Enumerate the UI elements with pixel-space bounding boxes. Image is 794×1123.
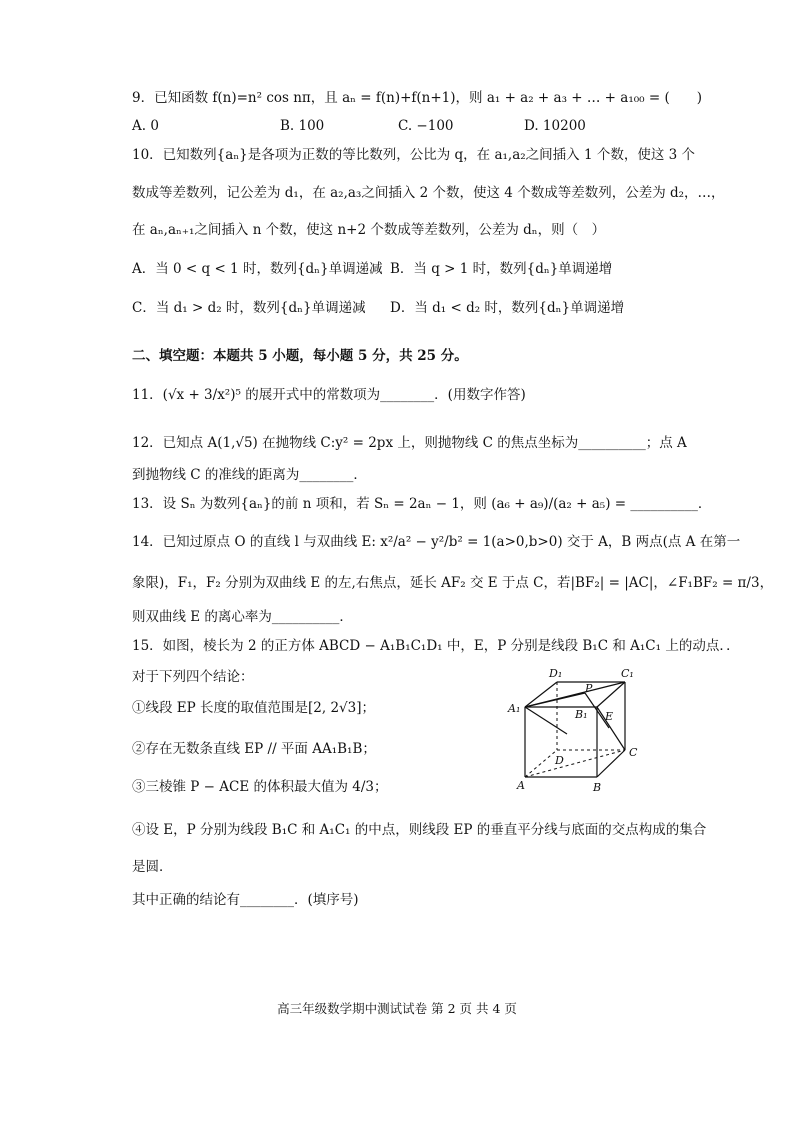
q15-conclusion-4-line2: 是圆． bbox=[132, 859, 173, 875]
page-footer: 高三年级数学期中测试试卷 第 2 页 共 4 页 bbox=[277, 1001, 517, 1016]
q15-conclusion-2: ②存在无数条直线 EP // 平面 AA₁B₁B； bbox=[132, 741, 376, 757]
q15-conclusion-3: ③三棱锥 P − ACE 的体积最大值为 4/3； bbox=[132, 779, 388, 795]
q14-stem-line3: 则双曲线 E 的离心率为__________． bbox=[132, 609, 353, 625]
q10-stem-line1: 10．已知数列{aₙ}是各项为正数的等比数列，公比为 q，在 a₁,a₂之间插入 1 个数，使这 3 个 bbox=[132, 147, 696, 163]
q11-stem: 11．(√x + 3/x²)⁵ 的展开式中的常数项为________．(用数字作答) bbox=[132, 387, 526, 403]
q14-stem-line1: 14．已知过原点 O 的直线 l 与双曲线 E: x²/a² − y²/b² = 1(a>0,b>0) 交于 A，B 两点(点 A 在第一 bbox=[132, 534, 741, 550]
label-b: B bbox=[593, 781, 602, 794]
q15-stem-line1: 15．如图，棱长为 2 的正方体 ABCD − A₁B₁C₁D₁ 中，E，P 分别是线段 B₁C 和 A₁C₁ 上的动点．． bbox=[132, 638, 740, 654]
label-c1: C₁ bbox=[621, 667, 634, 680]
label-a1: A₁ bbox=[508, 702, 521, 715]
edge-b-c bbox=[597, 750, 625, 777]
q15-conclusion-4-line1: ④设 E，P 分别为线段 B₁C 和 A₁C₁ 的中点，则线段 EP 的垂直平分线与底面的交点构成的集合 bbox=[132, 822, 707, 838]
q15-answer-prompt: 其中正确的结论有________．(填序号) bbox=[132, 892, 359, 908]
label-e: E bbox=[605, 710, 614, 723]
q13-stem: 13．设 Sₙ 为数列{aₙ}的前 n 项和，若 Sₙ = 2aₙ − 1，则 (a₆ + a₉)/(a₂ + a₅) = __________． bbox=[132, 496, 712, 512]
q10-option-a: A．当 0 < q < 1 时，数列{dₙ}单调递减 bbox=[132, 261, 383, 277]
q10-option-d: D．当 d₁ < d₂ 时，数列{dₙ}单调递增 bbox=[390, 300, 625, 316]
label-p: P bbox=[585, 682, 593, 695]
q15-stem-line2: 对于下列四个结论： bbox=[132, 669, 254, 685]
q9-option-d: D. 10200 bbox=[524, 118, 586, 134]
q9-option-b: B. 100 bbox=[280, 118, 325, 134]
q10-stem-line3: 在 aₙ,aₙ₊₁之间插入 n 个数，使这 n+2 个数成等差数列，公差为 dₙ，则（ ） bbox=[132, 222, 606, 238]
q9-stem: 9．已知函数 f(n)=n² cos nπ，且 aₙ = f(n)+f(n+1)，则 a₁ + a₂ + a₃ + … + a₁₀₀ = ( ) bbox=[132, 90, 702, 106]
q10-option-b: B．当 q > 1 时，数列{dₙ}单调递增 bbox=[390, 261, 613, 277]
label-d: D bbox=[555, 754, 564, 767]
q9-option-c: C. −100 bbox=[398, 118, 454, 134]
label-c: C bbox=[629, 746, 638, 759]
q12-stem-line2: 到抛物线 C 的准线的距离为________． bbox=[132, 467, 367, 483]
diagonal-a-c bbox=[525, 750, 625, 777]
label-b1: B₁ bbox=[575, 708, 588, 721]
cube-figure bbox=[505, 662, 665, 802]
label-d1: D₁ bbox=[549, 667, 563, 680]
label-a: A bbox=[517, 779, 525, 792]
q10-stem-line2: 数成等差数列，记公差为 d₁，在 a₂,a₃之间插入 2 个数，使这 4 个数成等差数列，公差为 d₂，…， bbox=[132, 185, 725, 201]
q14-stem-line2: 象限)，F₁，F₂ 分别为双曲线 E 的左,右焦点，延长 AF₂ 交 E 于点 C，若|BF₂| = |AC|，∠F₁BF₂ = π/3， bbox=[132, 575, 774, 591]
q12-stem-line1: 12．已知点 A(1,√5) 在抛物线 C:y² = 2px 上，则抛物线 C 的焦点坐标为__________；点 A bbox=[132, 435, 687, 451]
q9-option-a: A. 0 bbox=[132, 118, 159, 134]
segment-a1-interior bbox=[525, 707, 567, 734]
section-heading-fill-in: 二、填空题：本题共 5 小题，每小题 5 分，共 25 分。 bbox=[132, 348, 468, 364]
q10-option-c: C．当 d₁ > d₂ 时，数列{dₙ}单调递减 bbox=[132, 300, 366, 316]
edge-a-d bbox=[525, 750, 557, 777]
q15-conclusion-1: ①线段 EP 长度的取值范围是[2, 2√3]； bbox=[132, 700, 376, 716]
